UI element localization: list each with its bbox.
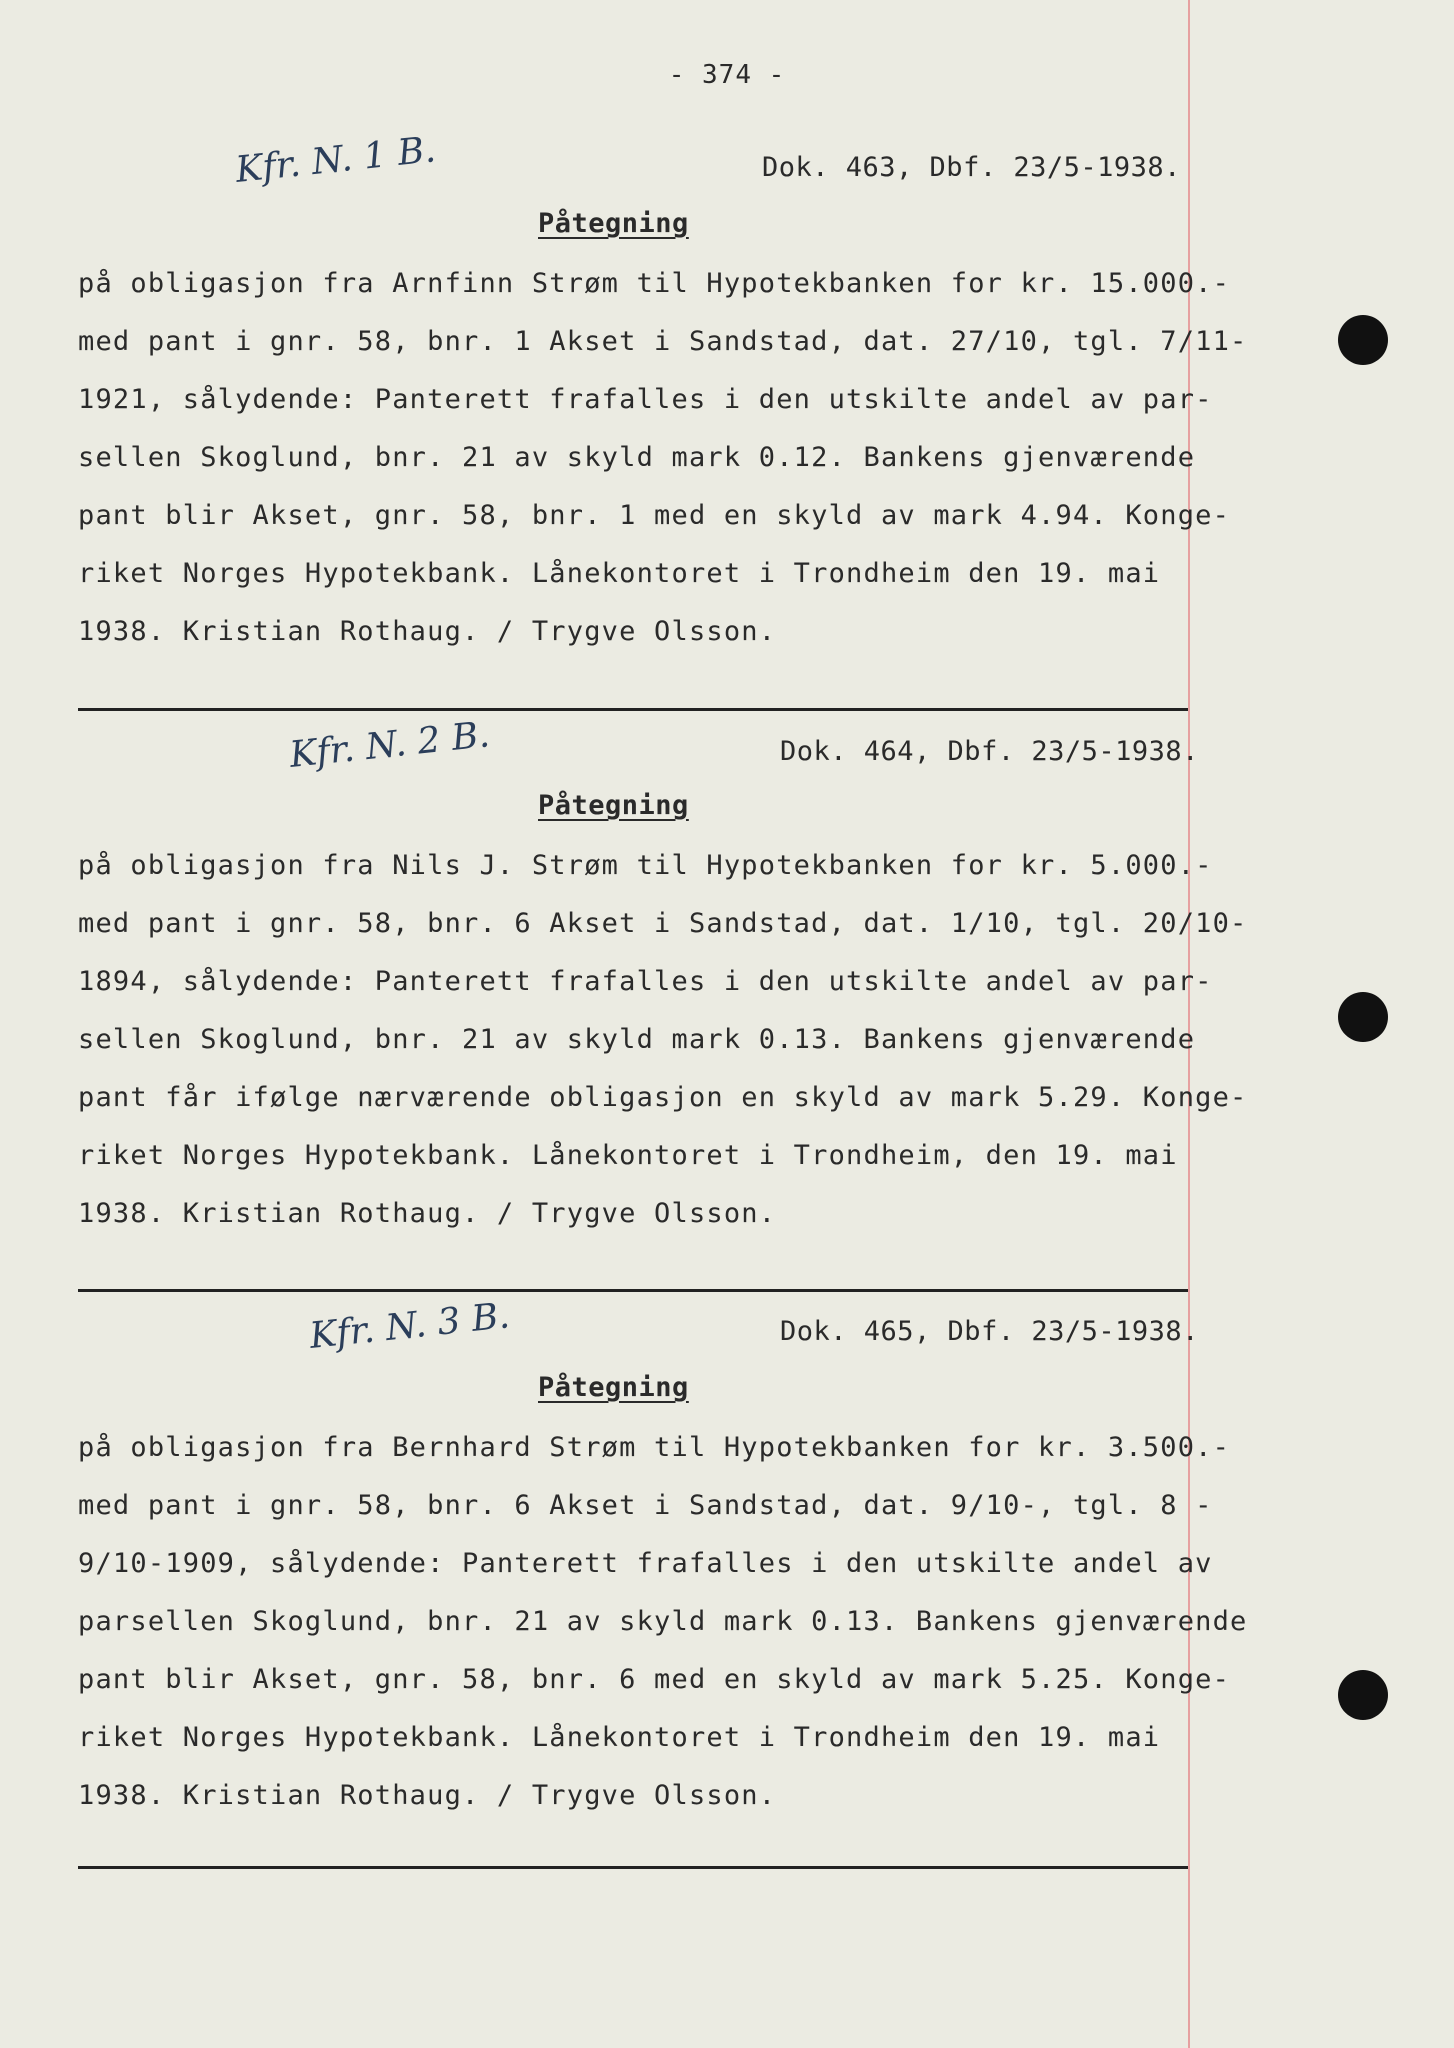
- body-line: 9/10-1909, sålydende: Panterett frafalles i den utskilte andel av: [78, 1548, 1213, 1579]
- entry-heading: Påtegning: [538, 790, 689, 821]
- body-line: riket Norges Hypotekbank. Lånekontoret i Trondheim, den 19. mai: [78, 1140, 1178, 1171]
- handwritten-annotation: Kfr. N. 1 B.: [233, 129, 438, 191]
- entry-heading: Påtegning: [538, 208, 689, 239]
- body-line: riket Norges Hypotekbank. Lånekontoret i Trondheim den 19. mai: [78, 1722, 1161, 1753]
- page-number: - 374 -: [668, 60, 786, 90]
- body-line: 1938. Kristian Rothaug. / Trygve Olsson.: [78, 1780, 777, 1811]
- body-line: 1938. Kristian Rothaug. / Trygve Olsson.: [78, 1198, 777, 1229]
- section-divider: [78, 1866, 1188, 1869]
- section-divider: [78, 708, 1188, 711]
- handwritten-annotation: Kfr. N. 3 B.: [307, 1295, 512, 1357]
- body-line: med pant i gnr. 58, bnr. 6 Akset i Sandstad, dat. 1/10, tgl. 20/10-: [78, 908, 1248, 939]
- handwritten-annotation: Kfr. N. 2 B.: [287, 714, 492, 776]
- body-line: med pant i gnr. 58, bnr. 1 Akset i Sandstad, dat. 27/10, tgl. 7/11-: [78, 326, 1248, 357]
- body-line: pant blir Akset, gnr. 58, bnr. 1 med en skyld av mark 4.94. Konge-: [78, 500, 1231, 531]
- section-divider: [78, 1289, 1188, 1292]
- body-line: pant får ifølge nærværende obligasjon en skyld av mark 5.29. Konge-: [78, 1082, 1248, 1113]
- body-line: 1894, sålydende: Panterett frafalles i den utskilte andel av par-: [78, 966, 1213, 997]
- body-line: med pant i gnr. 58, bnr. 6 Akset i Sandstad, dat. 9/10-, tgl. 8 -: [78, 1490, 1213, 1521]
- punch-hole: [1338, 992, 1388, 1042]
- body-line: på obligasjon fra Nils J. Strøm til Hypotekbanken for kr. 5.000.-: [78, 850, 1213, 881]
- punch-hole: [1338, 315, 1388, 365]
- punch-hole: [1338, 1670, 1388, 1720]
- doc-reference: Dok. 465, Dbf. 23/5-1938.: [780, 1316, 1199, 1347]
- body-line: pant blir Akset, gnr. 58, bnr. 6 med en skyld av mark 5.25. Konge-: [78, 1664, 1231, 1695]
- body-line: parsellen Skoglund, bnr. 21 av skyld mark 0.13. Bankens gjenværende: [78, 1606, 1248, 1637]
- body-line: på obligasjon fra Bernhard Strøm til Hypotekbanken for kr. 3.500.-: [78, 1432, 1231, 1463]
- entry-heading: Påtegning: [538, 1372, 689, 1403]
- body-line: sellen Skoglund, bnr. 21 av skyld mark 0.12. Bankens gjenværende: [78, 442, 1196, 473]
- doc-reference: Dok. 464, Dbf. 23/5-1938.: [780, 736, 1199, 767]
- body-line: 1921, sålydende: Panterett frafalles i den utskilte andel av par-: [78, 384, 1213, 415]
- doc-reference: Dok. 463, Dbf. 23/5-1938.: [762, 152, 1181, 183]
- body-line: på obligasjon fra Arnfinn Strøm til Hypotekbanken for kr. 15.000.-: [78, 268, 1231, 299]
- body-line: sellen Skoglund, bnr. 21 av skyld mark 0.13. Bankens gjenværende: [78, 1024, 1196, 1055]
- body-line: 1938. Kristian Rothaug. / Trygve Olsson.: [78, 616, 777, 647]
- body-line: riket Norges Hypotekbank. Lånekontoret i Trondheim den 19. mai: [78, 558, 1161, 589]
